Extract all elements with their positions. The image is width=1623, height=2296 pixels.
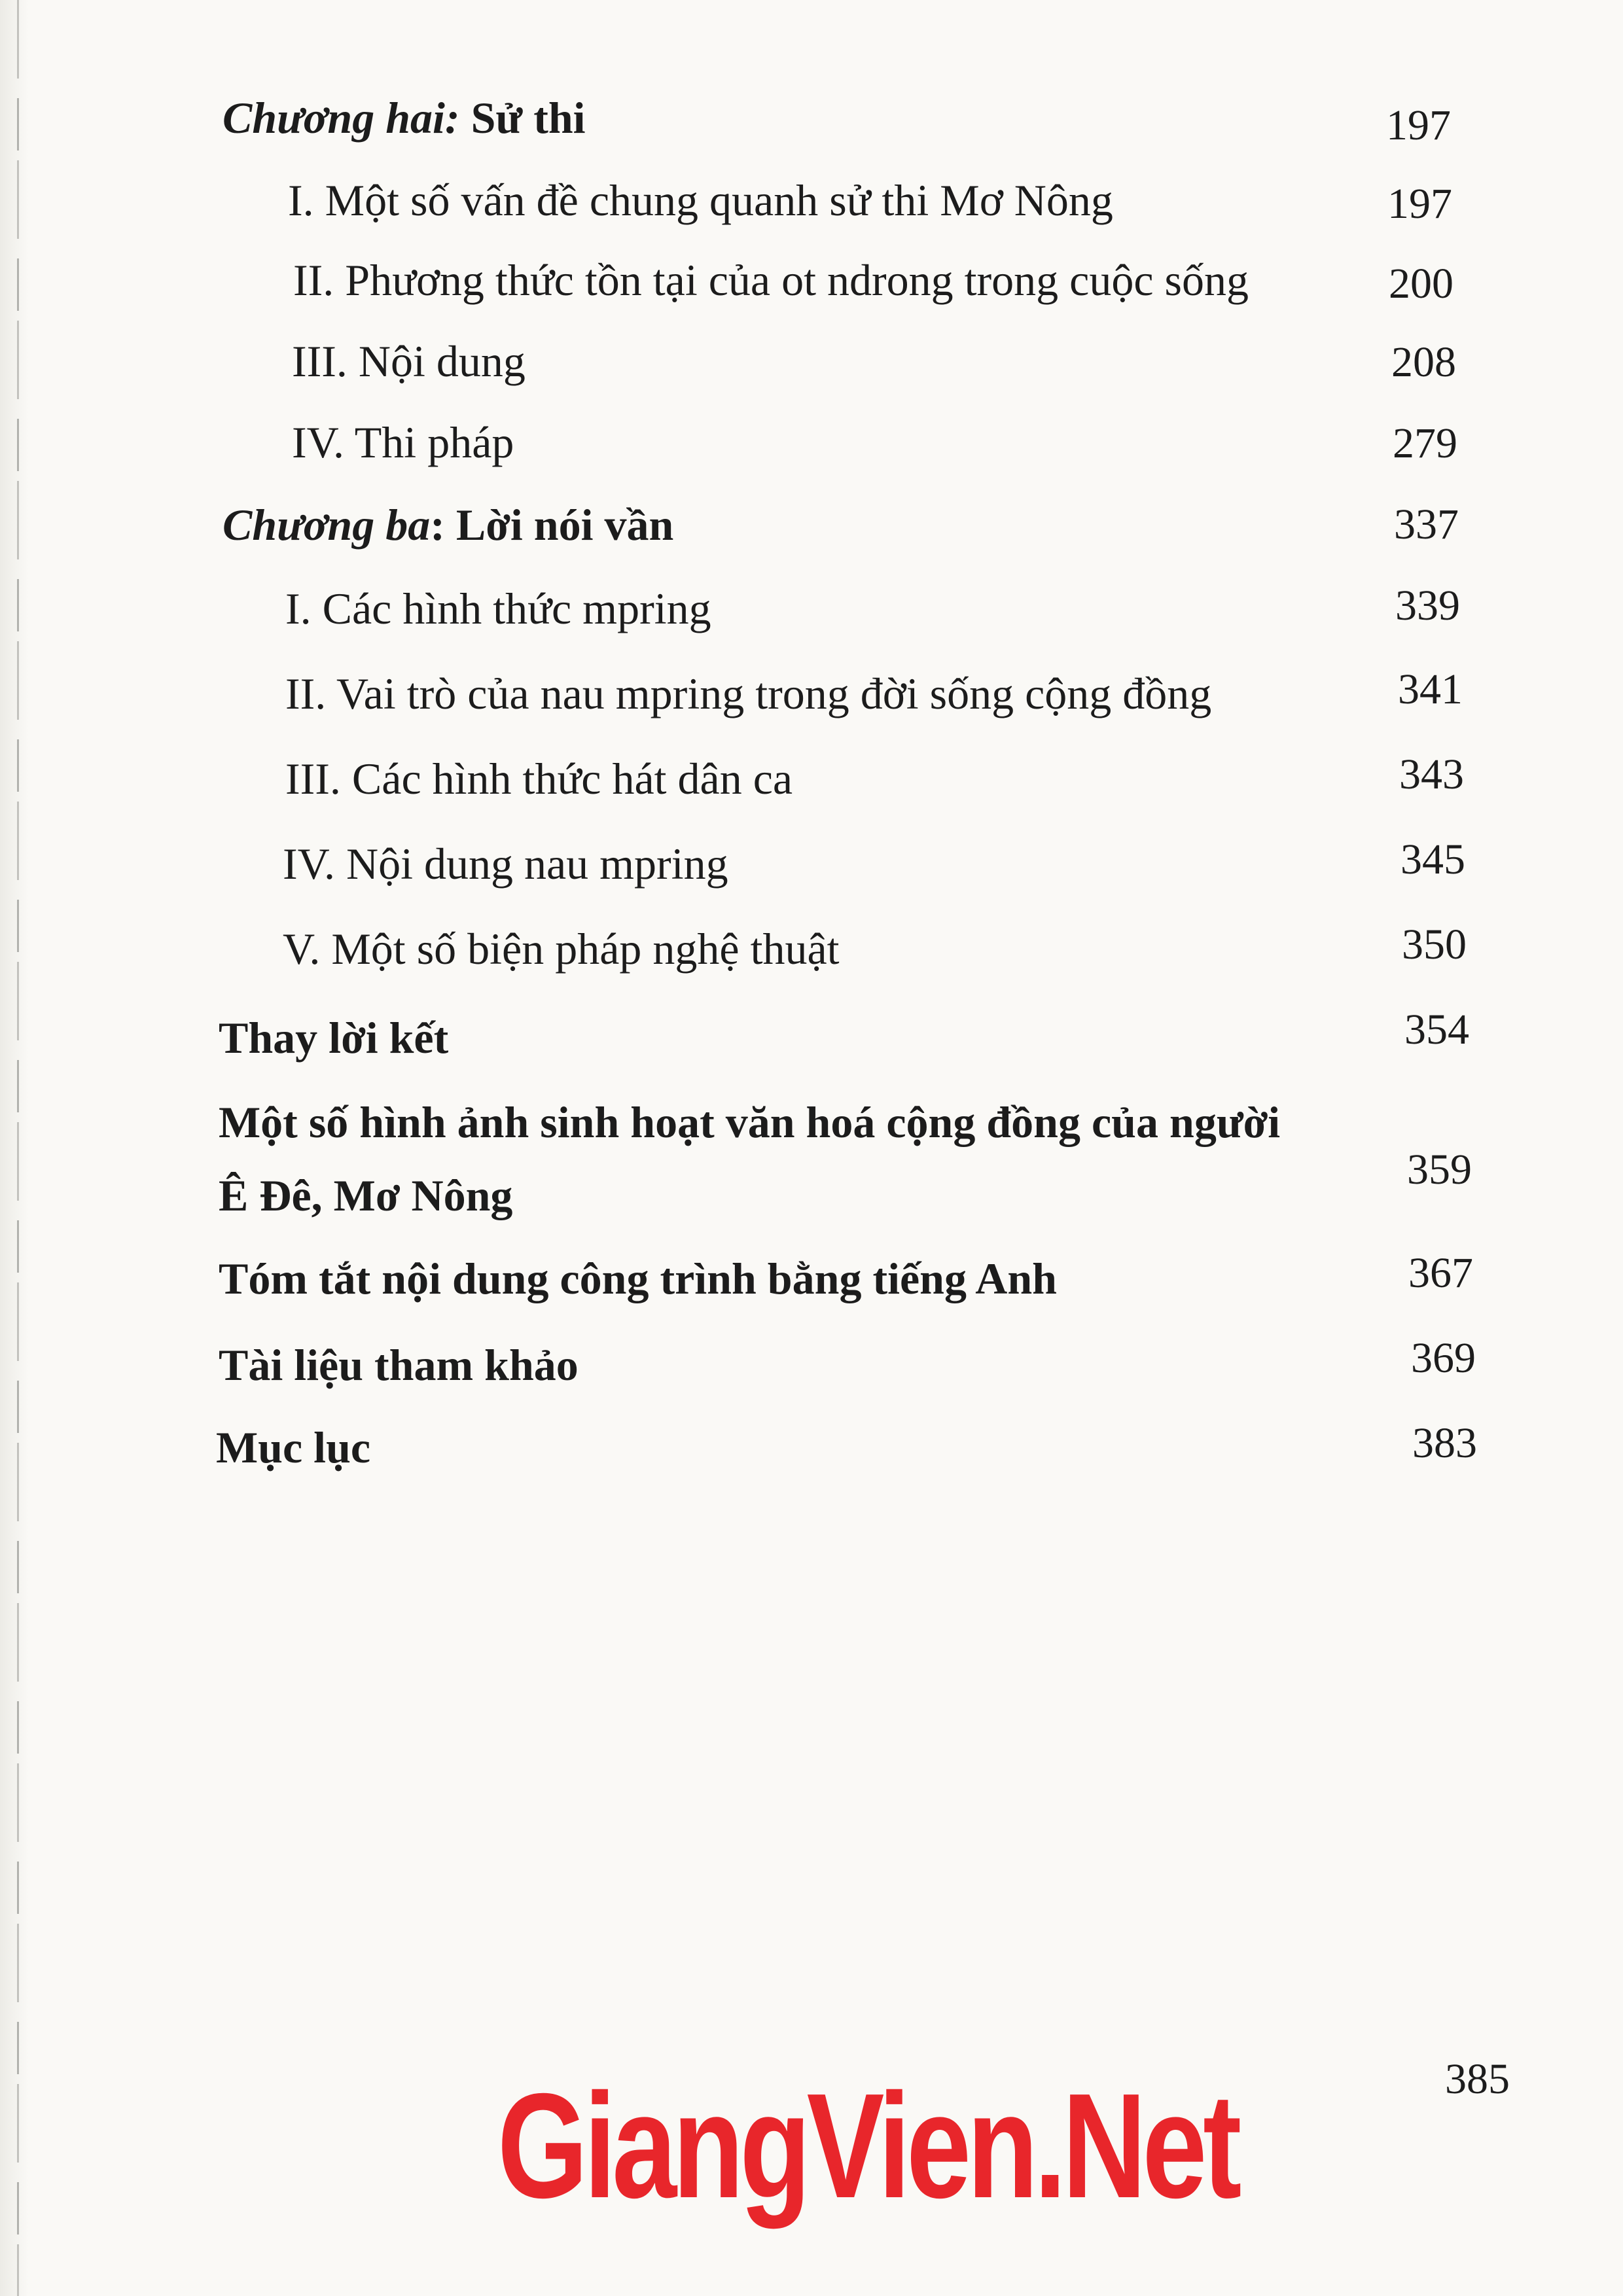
toc-page-number: 383 bbox=[1412, 1419, 1477, 1467]
toc-item[interactable] bbox=[0, 247, 1623, 313]
toc-page-number: 369 bbox=[1411, 1334, 1476, 1382]
toc-section[interactable] bbox=[0, 1086, 1623, 1230]
toc-section[interactable] bbox=[0, 1415, 1623, 1480]
toc-page-number: 279 bbox=[1393, 419, 1457, 467]
toc-page-number: 345 bbox=[1400, 836, 1465, 883]
toc-page-number: 337 bbox=[1394, 501, 1459, 548]
toc-section-label-continued: Ê Đê, Mơ Nông bbox=[219, 1171, 513, 1220]
toc-chapter-three-heading bbox=[223, 492, 673, 557]
toc-page-number: 341 bbox=[1398, 665, 1463, 713]
toc-page-number: 339 bbox=[1395, 582, 1460, 629]
chapter-label: Chương ba bbox=[223, 500, 431, 550]
toc-item[interactable] bbox=[0, 576, 1623, 641]
toc-item-label: V. Một số biện pháp nghệ thuật bbox=[283, 924, 840, 974]
toc-section[interactable] bbox=[0, 1005, 1623, 1070]
toc-item-label: II. Phương thức tồn tại của ot ndrong trong cuộc sống bbox=[293, 255, 1249, 305]
toc-item-label: IV. Thi pháp bbox=[292, 417, 514, 467]
toc-section-label: Mục lục bbox=[216, 1422, 371, 1472]
toc-item-label: III. Nội dung bbox=[292, 336, 526, 386]
toc-item-label: III. Các hình thức hát dân ca bbox=[285, 754, 793, 804]
chapter-label: Chương hai: bbox=[223, 93, 460, 143]
toc-page-number: 359 bbox=[1407, 1146, 1472, 1193]
toc-item[interactable] bbox=[0, 661, 1623, 726]
toc-chapter-three[interactable] bbox=[0, 492, 1623, 557]
toc-item[interactable] bbox=[0, 168, 1623, 233]
toc-section[interactable] bbox=[0, 1332, 1623, 1398]
toc-item[interactable] bbox=[0, 831, 1623, 896]
toc-chapter-two[interactable] bbox=[0, 85, 1623, 150]
toc-section[interactable] bbox=[0, 1246, 1623, 1311]
toc-item-label: I. Các hình thức mpring bbox=[285, 584, 711, 633]
chapter-separator: : bbox=[430, 500, 445, 550]
toc-section-label: Một số hình ảnh sinh hoạt văn hoá cộng đồng của người bbox=[219, 1097, 1281, 1147]
toc-page-number: 343 bbox=[1399, 751, 1464, 798]
chapter-title: Lời nói vần bbox=[455, 500, 674, 550]
watermark-logo: GiangVien.Net bbox=[497, 2063, 1238, 2229]
toc-chapter-two-heading bbox=[223, 85, 586, 150]
toc-item[interactable] bbox=[0, 410, 1623, 475]
toc-section-label: Thay lời kết bbox=[219, 1013, 449, 1063]
toc-section-label: Tóm tắt nội dung công trình bằng tiếng Anh bbox=[219, 1254, 1057, 1303]
chapter-title: Sử thi bbox=[471, 93, 586, 143]
toc-item-label: I. Một số vấn đề chung quanh sử thi Mơ Nông bbox=[288, 175, 1113, 225]
toc-section-label: Tài liệu tham khảo bbox=[219, 1340, 579, 1390]
toc-page-number: 197 bbox=[1386, 101, 1451, 149]
toc-page-number: 197 bbox=[1387, 180, 1452, 228]
toc-page-number: 354 bbox=[1404, 1006, 1469, 1053]
toc-item[interactable] bbox=[0, 916, 1623, 981]
toc-page-number: 208 bbox=[1391, 338, 1456, 386]
toc-page-number: 200 bbox=[1389, 260, 1454, 308]
toc-item-label: IV. Nội dung nau mpring bbox=[283, 839, 728, 889]
toc-page-number: 350 bbox=[1402, 921, 1467, 968]
page-number: 385 bbox=[1445, 2055, 1510, 2103]
toc-page-number: 367 bbox=[1408, 1249, 1473, 1297]
toc-item[interactable] bbox=[0, 746, 1623, 811]
toc-item-label: II. Vai trò của nau mpring trong đời sống cộng đồng bbox=[285, 669, 1212, 718]
toc-item[interactable] bbox=[0, 328, 1623, 394]
